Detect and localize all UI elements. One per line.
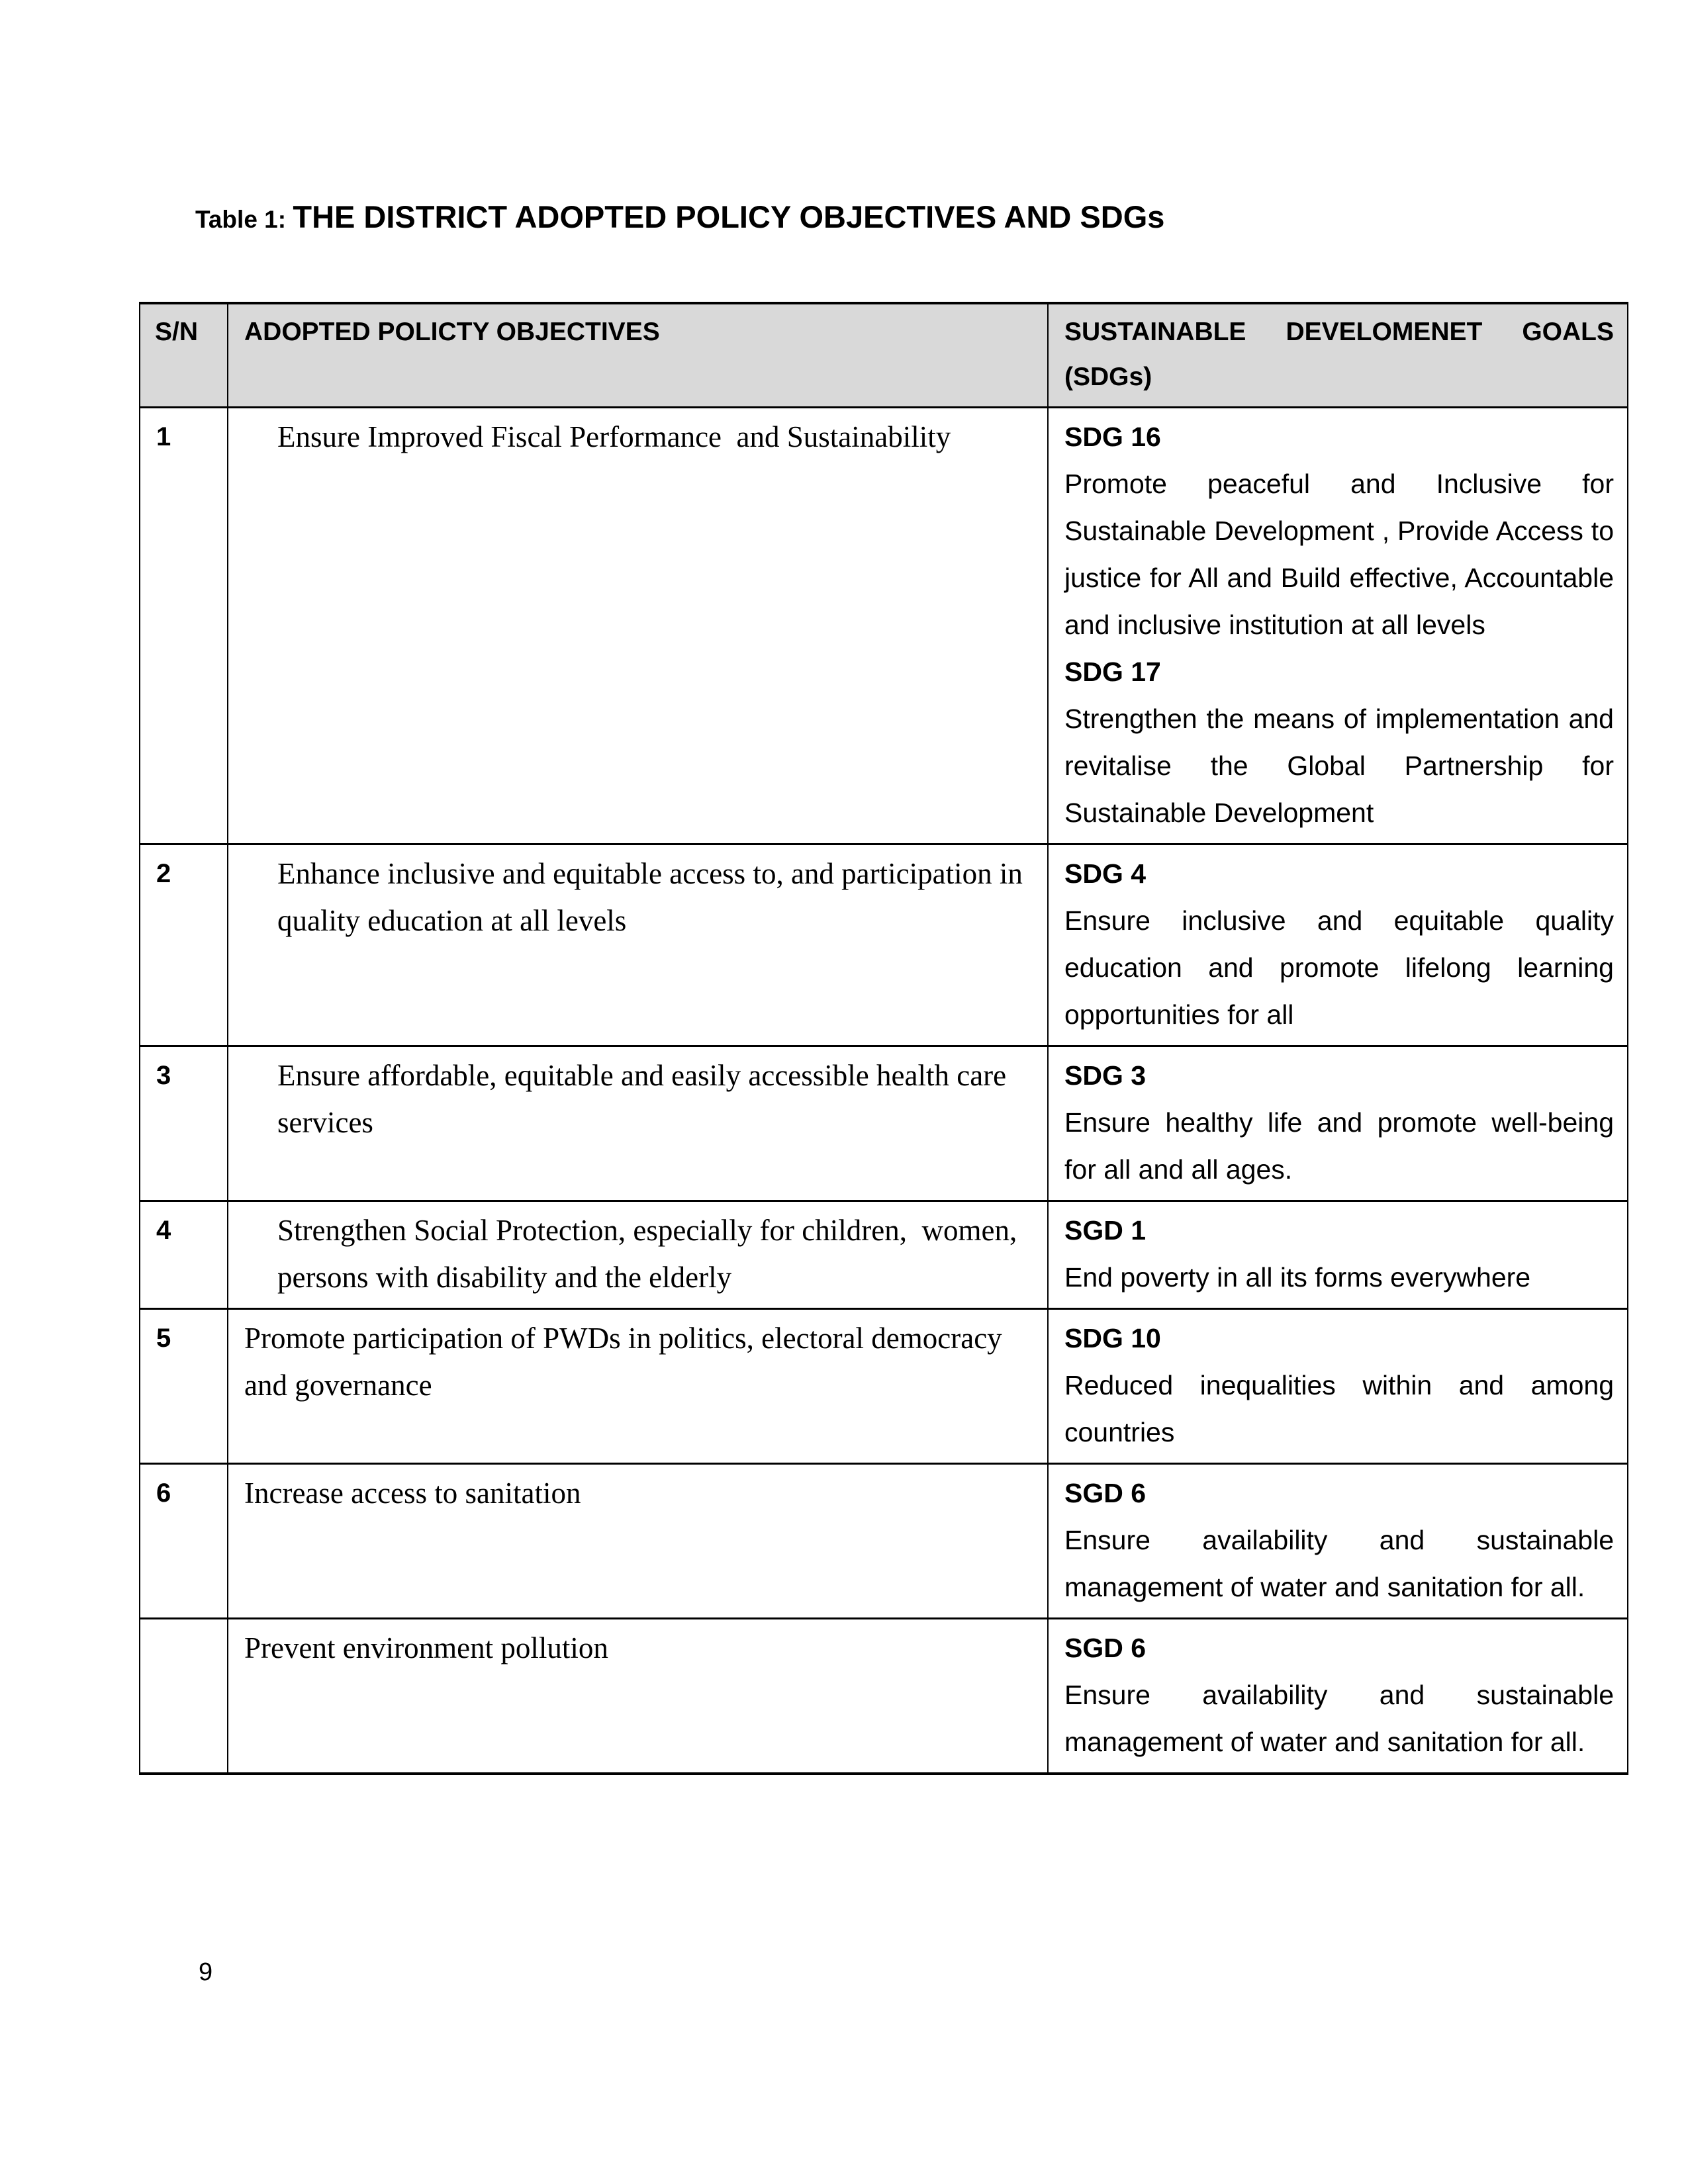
sdg-goals-cell [1048, 1619, 1628, 1774]
header-goals-line1: SUSTAINABLE DEVELOMENET GOALS [1064, 318, 1614, 346]
objective-cell: Promote participation of PWDs in politics, electoral democracy and governance [228, 1309, 1048, 1464]
table-header [140, 303, 1628, 408]
sdg-label: SDG 16 [1064, 422, 1161, 452]
sdg-label: SDG 4 [1064, 858, 1147, 889]
sdg-description: Ensure inclusive and equitable quality education and promote lifelong learning opportunities for all [1064, 905, 1614, 1030]
page-number: 9 [199, 1958, 213, 1986]
sdg-description: Promote peaceful and Inclusive for Sustainable Development , Provide Access to justice for All and Build effective, Accountable and inclusive institution at all levels [1064, 469, 1614, 640]
sdg-label: SGD 1 [1064, 1215, 1147, 1246]
sdg-goals-cell [1048, 1309, 1628, 1464]
sdg-description: End poverty in all its forms everywhere [1064, 1262, 1531, 1293]
sn-cell: 3 [140, 1046, 228, 1201]
header-goals [1048, 303, 1628, 408]
sdg-description: Ensure availability and sustainable management of water and sanitation for all. [1064, 1680, 1614, 1757]
header-goals-line2: (SDGs) [1064, 363, 1152, 391]
table-row [140, 844, 1628, 1046]
sn-cell: 5 [140, 1309, 228, 1464]
objective-cell: Enhance inclusive and equitable access to, and participation in quality education at all levels [228, 844, 1048, 1046]
table-row [140, 1201, 1628, 1309]
table-row [140, 1619, 1628, 1774]
table-caption-text: THE DISTRICT ADOPTED POLICY OBJECTIVES AND SDGs [293, 199, 1165, 234]
sdg-label: SDG 10 [1064, 1323, 1161, 1353]
objective-cell: Prevent environment pollution [228, 1619, 1048, 1774]
table-row [140, 1046, 1628, 1201]
policy-sdg-table [139, 302, 1628, 1775]
sdg-label: SDG 3 [1064, 1060, 1147, 1091]
objective-cell: Strengthen Social Protection, especially for children, women, persons with disability and the elderly [228, 1201, 1048, 1309]
objective-cell: Ensure Improved Fiscal Performance and Sustainability [228, 408, 1048, 844]
objective-cell: Increase access to sanitation [228, 1464, 1048, 1619]
table-row [140, 1309, 1628, 1464]
sdg-label: SDG 17 [1064, 657, 1161, 687]
sdg-description: Strengthen the means of implementation and revitalise the Global Partnership for Sustainable Development [1064, 704, 1614, 828]
table-body [140, 408, 1628, 1774]
sdg-description: Ensure availability and sustainable management of water and sanitation for all. [1064, 1525, 1614, 1602]
header-sn: S/N [140, 303, 228, 408]
sn-cell: 2 [140, 844, 228, 1046]
table-row [140, 1464, 1628, 1619]
sdg-label: SGD 6 [1064, 1478, 1147, 1508]
header-row [140, 303, 1628, 408]
table-row [140, 408, 1628, 844]
sdg-goals-cell [1048, 408, 1628, 844]
sdg-description: Reduced inequalities within and among countries [1064, 1370, 1614, 1447]
sn-cell: 1 [140, 408, 228, 844]
sn-cell: 4 [140, 1201, 228, 1309]
table-caption-prefix: Table 1: [195, 206, 293, 233]
sdg-goals-cell [1048, 1046, 1628, 1201]
objective-cell: Ensure affordable, equitable and easily accessible health care services [228, 1046, 1048, 1201]
sdg-goals-cell [1048, 1201, 1628, 1309]
sdg-label: SGD 6 [1064, 1633, 1147, 1663]
table-caption [195, 199, 1164, 235]
sn-cell: 6 [140, 1464, 228, 1619]
sdg-description: Ensure healthy life and promote well-being for all and all ages. [1064, 1107, 1614, 1185]
sdg-goals-cell [1048, 844, 1628, 1046]
sn-cell [140, 1619, 228, 1774]
sdg-goals-cell [1048, 1464, 1628, 1619]
header-objectives: ADOPTED POLICTY OBJECTIVES [228, 303, 1048, 408]
